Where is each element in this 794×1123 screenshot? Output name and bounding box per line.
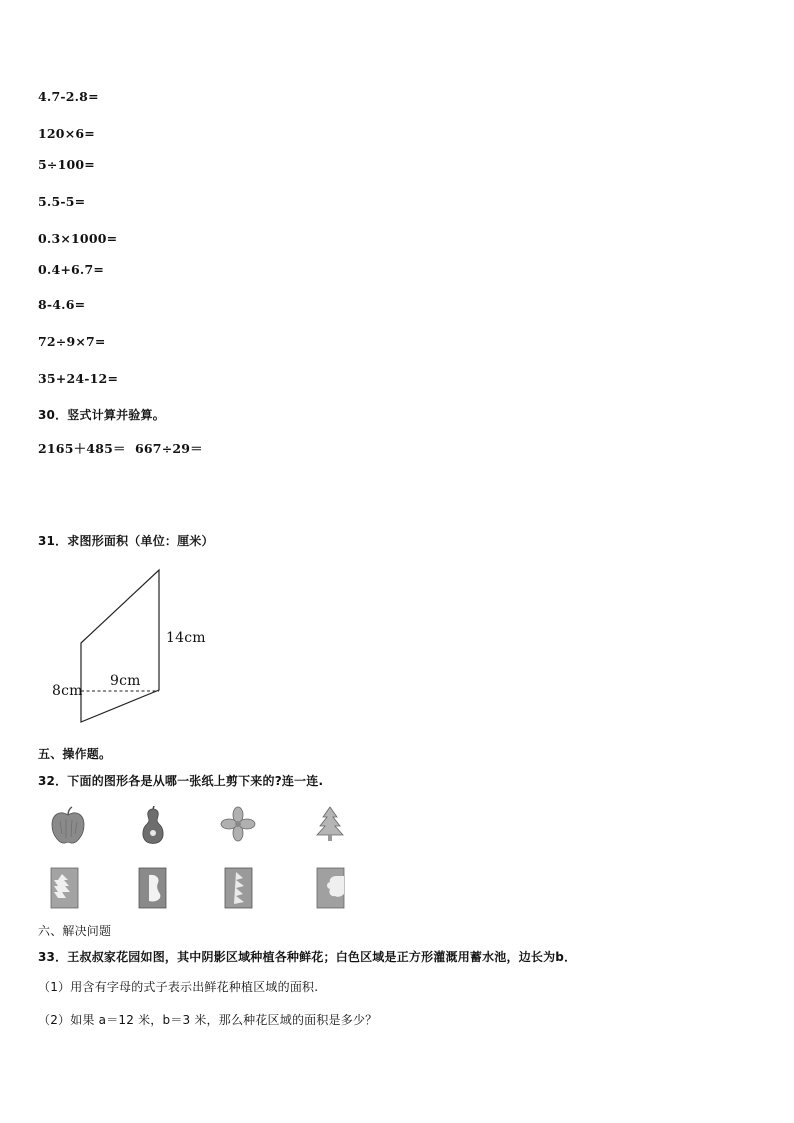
paper-cut-4 xyxy=(314,866,348,910)
q33-part-2: （2）如果 a＝12 米，b＝3 米，那么种花区域的面积是多少？ xyxy=(38,1013,378,1027)
q30-expression-2: 667÷29＝ xyxy=(135,441,203,456)
paper-cut-3 xyxy=(222,866,256,910)
label-14cm: 14cm xyxy=(166,630,206,646)
flower-icon xyxy=(220,806,256,842)
q31-title: 31．求图形面积（单位：厘米） xyxy=(38,534,214,548)
calc-line-1: 4.7-2.8= xyxy=(38,89,99,104)
paper-cut-2 xyxy=(136,866,170,910)
apple-icon xyxy=(50,806,86,846)
calc-line-2: 120×6= xyxy=(38,126,95,141)
tree-icon xyxy=(314,806,346,842)
paper-cut-1 xyxy=(48,866,82,910)
calc-line-4: 5.5-5= xyxy=(38,194,86,209)
q33-part-1: （1）用含有字母的式子表示出鲜花种植区域的面积. xyxy=(38,980,319,994)
calc-line-8: 72÷9×7= xyxy=(38,334,106,349)
q30-expression-1: 2165＋485＝ xyxy=(38,441,126,456)
calc-line-3: 5÷100= xyxy=(38,157,95,172)
calc-line-6: 0.4+6.7= xyxy=(38,262,105,277)
gourd-icon xyxy=(138,806,168,846)
q32-title: 32．下面的图形各是从哪一张纸上剪下来的?连一连. xyxy=(38,774,324,788)
section-six-heading: 六、解决问题 xyxy=(38,924,112,938)
label-9cm: 9cm xyxy=(110,673,141,689)
q33-title: 33．王叔叔家花园如图，其中阴影区域种植各种鲜花；白色区域是正方形灌溉用蓄水池，边长为b． xyxy=(38,950,577,964)
calc-line-9: 35+24-12= xyxy=(38,371,119,386)
section-five-heading: 五、操作题。 xyxy=(38,747,112,761)
label-8cm: 8cm xyxy=(52,683,83,699)
calc-line-5: 0.3×1000= xyxy=(38,231,118,246)
q30-title: 30．竖式计算并验算。 xyxy=(38,408,165,422)
calc-line-7: 8-4.6= xyxy=(38,297,86,312)
